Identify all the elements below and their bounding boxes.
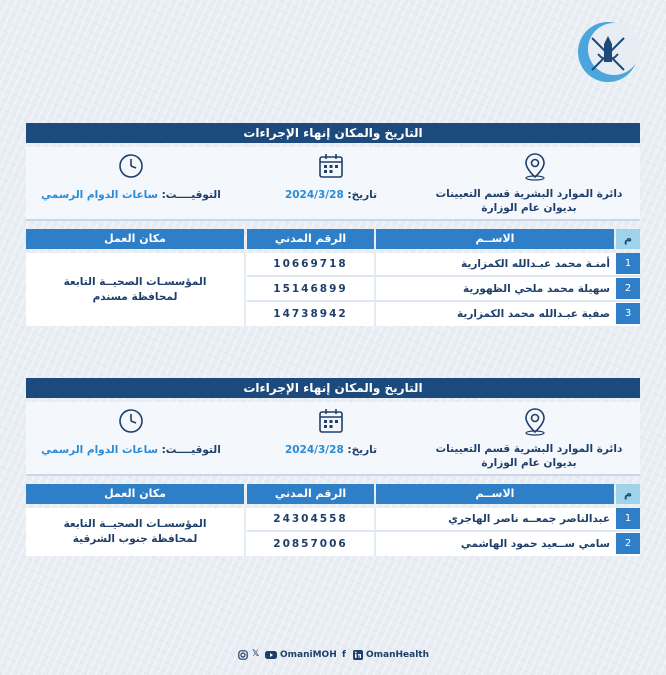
header-name: الاســم	[376, 484, 614, 504]
place-cell	[430, 402, 640, 474]
workplace-text: المؤسسـات الصحيــة التابعة لمحافظة مسندم	[63, 276, 207, 303]
section-title: التاريخ والمكان إنهاء الإجراءات	[26, 378, 640, 398]
header-civil-id: الرقم المدني	[247, 484, 374, 504]
row-civil-id: 20857006	[273, 538, 348, 550]
time-cell	[26, 402, 236, 474]
table-row	[26, 303, 640, 325]
row-name: صفية عبـدالله محمد الكمزارية	[457, 308, 610, 320]
place-cell	[430, 147, 640, 219]
row-civil-id: 14738942	[273, 308, 348, 320]
header-workplace: مكان العمل	[26, 229, 244, 249]
clock-icon	[116, 151, 146, 181]
row-name: عبدالناصر جمعــه ناصر الهاجري	[448, 513, 610, 525]
table-header	[26, 484, 640, 504]
row-name: أمنـة محمد عبـدالله الكمزارية	[461, 258, 610, 270]
date-text: تاريخ: 2024/3/28	[284, 189, 378, 201]
workplace-text: المؤسسـات الصحيــة التابعة لمحافظة جنوب الشرقية	[63, 518, 207, 545]
row-number: 1	[616, 253, 640, 274]
facebook-icon[interactable]: f	[342, 650, 346, 660]
handle-omanimoh[interactable]: OmaniMOH	[280, 650, 337, 660]
calendar-icon	[316, 151, 346, 181]
header-index: م	[616, 484, 640, 504]
location-pin-icon	[520, 151, 550, 181]
row-number: 2	[616, 278, 640, 299]
header-name: الاســم	[376, 229, 614, 249]
date-text: تاريخ: 2024/3/28	[284, 444, 378, 456]
instagram-icon[interactable]	[238, 650, 248, 663]
header-index: م	[616, 229, 640, 249]
handle-omanhealth[interactable]: OmanHealth	[366, 650, 430, 660]
section-1	[26, 123, 640, 326]
info-panel	[26, 147, 640, 221]
clock-icon	[116, 406, 146, 436]
social-footer	[0, 650, 666, 664]
row-civil-id: 24304558	[273, 513, 348, 525]
row-name: سامي ســعيد حمود الهاشمي	[460, 538, 610, 550]
row-civil-id: 15146899	[273, 283, 348, 295]
table-header	[26, 229, 640, 249]
table-body	[26, 253, 640, 326]
time-cell	[26, 147, 236, 219]
row-civil-id: 10669718	[273, 258, 348, 270]
ministry-logo	[574, 18, 642, 86]
date-cell	[236, 402, 426, 474]
time-text: التوقيــــت: ساعات الدوام الرسمي	[41, 189, 221, 201]
x-icon[interactable]: 𝕏	[252, 649, 260, 659]
time-text: التوقيــــت: ساعات الدوام الرسمي	[41, 444, 221, 456]
info-panel	[26, 402, 640, 476]
section-title: التاريخ والمكان إنهاء الإجراءات	[26, 123, 640, 143]
place-text: دائرة الموارد البشرية قسم التعيينات بديوان عام الوزارة	[435, 443, 623, 469]
location-pin-icon	[520, 406, 550, 436]
header-civil-id: الرقم المدني	[247, 229, 374, 249]
row-number: 2	[616, 533, 640, 554]
date-cell	[236, 147, 426, 219]
table-row	[26, 253, 640, 275]
linkedin-icon[interactable]	[353, 650, 363, 663]
section-2	[26, 378, 640, 556]
row-name: سهيلة محمد ملحي الظهورية	[463, 283, 610, 295]
header-workplace: مكان العمل	[26, 484, 244, 504]
calendar-icon	[316, 406, 346, 436]
table-body	[26, 508, 640, 556]
place-text: دائرة الموارد البشرية قسم التعيينات بديوان عام الوزارة	[435, 188, 623, 214]
row-number: 1	[616, 508, 640, 529]
youtube-icon[interactable]	[265, 650, 277, 663]
row-number: 3	[616, 303, 640, 324]
